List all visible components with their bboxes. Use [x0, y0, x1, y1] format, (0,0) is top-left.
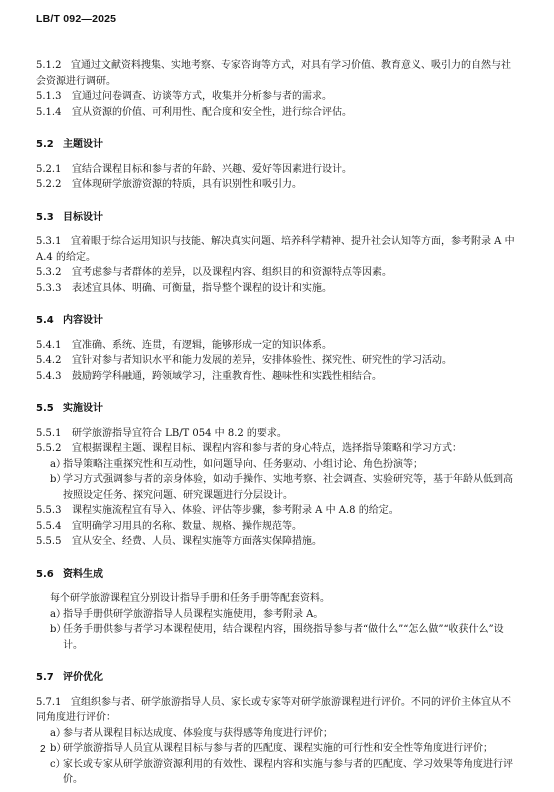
clause-text: 鼓励跨学科融通，跨领域学习，注重教育性、趣味性和实践性相结合。 — [72, 370, 382, 382]
section-title: 目标设计 — [63, 211, 103, 223]
section-5-6-intro: 每个研学旅游课程宜分别设计指导手册和任务手册等配套资料。 — [50, 593, 330, 604]
clause-number: 5.1.3 — [36, 91, 62, 102]
clause-5-4-1 — [36, 338, 518, 354]
clause-number: 5.2.2 — [36, 179, 62, 190]
list-item-b — [36, 622, 518, 653]
clause-number: 5.7.1 — [36, 696, 62, 708]
clause-number: 5.5.5 — [36, 536, 62, 547]
section-title: 评价优化 — [63, 672, 103, 683]
clause-text: 宜从资源的价值、可利用性、配合度和安全性，进行综合评估。 — [72, 106, 352, 118]
list-text: 指导策略注重探究性和互动性，如问题导向、任务驱动、小组讨论、角色扮演等； — [63, 458, 423, 470]
section-title: 主题设计 — [63, 139, 103, 150]
clause-text: 表述宜具体、明确、可衡量，指导整个课程的设计和实施。 — [72, 282, 332, 294]
clause-5-5-1 — [36, 426, 518, 442]
clause-number: 5.5.1 — [36, 427, 62, 439]
clause-5-5-3 — [36, 503, 518, 519]
clause-5-1-4 — [36, 105, 518, 121]
section-heading-5-3 — [36, 210, 518, 226]
clause-number: 5.2.1 — [36, 163, 62, 175]
clause-5-1-2 — [36, 58, 518, 89]
clause-text: 宜从安全、经费、人员、课程实施等方面落实保障措施。 — [72, 536, 322, 547]
list-text: 研学旅游指导人员宜从课程目标与参与者的匹配度、课程实施的可行性和安全性等角度进行评价； — [63, 743, 493, 754]
list-item-b — [36, 741, 518, 757]
list-text: 参与者从课程目标达成度、体验度与获得感等角度进行评价； — [63, 727, 333, 739]
clause-number: 5.4.2 — [36, 355, 62, 366]
clause-number: 5.3.3 — [36, 282, 62, 294]
clause-number: 5.3.2 — [36, 267, 62, 278]
section-number: 5.3 — [36, 211, 54, 223]
section-title: 资料生成 — [63, 568, 103, 580]
clause-text: 宜根据课程主题、课程目标、课程内容和参与者的身心特点，选择指导策略和学习方式： — [72, 443, 462, 454]
list-text: 家长或专家从研学旅游资源利用的有效性、课程内容和实施与参与者的匹配度、学习效果等角度进行评价。 — [63, 758, 513, 785]
section-number: 5.7 — [36, 672, 54, 683]
list-item-b — [36, 472, 518, 503]
clause-5-1-3 — [36, 89, 518, 105]
section-number: 5.5 — [36, 403, 54, 414]
section-heading-5-4 — [36, 313, 518, 329]
list-label: c） — [50, 758, 66, 770]
clause-text: 宜明确学习用具的名称、数量、规格、操作规范等。 — [72, 520, 302, 532]
clause-5-5-5 — [36, 534, 518, 550]
clause-number: 5.5.2 — [36, 443, 62, 454]
clause-5-3-3 — [36, 281, 518, 297]
list-item-a — [36, 607, 518, 623]
clause-5-3-2 — [36, 265, 518, 281]
list-text: 指导手册供研学旅游指导人员课程实施使用，参考附录 A。 — [63, 608, 324, 620]
document-code-header: LB/T 092—2025 — [36, 13, 117, 25]
list-label: b） — [50, 474, 67, 485]
clause-number: 5.1.4 — [36, 106, 62, 118]
clause-number: 5.1.2 — [36, 60, 62, 71]
clause-5-4-2 — [36, 353, 518, 369]
page-number: 2 — [40, 744, 46, 755]
clause-5-2-1 — [36, 162, 518, 178]
clause-5-5-2 — [36, 441, 518, 457]
list-label: a） — [50, 608, 66, 620]
clause-text: 宜考虑参与者群体的差异，以及课程内容、组织目的和资源特点等因素。 — [72, 267, 392, 278]
clause-text: 研学旅游指导宜符合 LB/T 054 中 8.2 的要求。 — [72, 427, 287, 439]
clause-text: 宜着眼于综合运用知识与技能、解决真实问题、培养科学精神、提升社会认知等方面，参考附录 A 中 A.4 的给定。 — [36, 236, 515, 263]
clause-text: 宜通过问卷调查、访谈等方式，收集并分析参与者的需求。 — [72, 91, 332, 102]
list-item-c — [36, 757, 518, 788]
clause-number: 5.5.3 — [36, 505, 62, 516]
clause-text: 宜通过文献资料搜集、实地考察、专家咨询等方式，对具有学习价值、教育意义、吸引力的自然与社会资源进行调研。 — [36, 60, 511, 87]
section-heading-5-6 — [36, 567, 518, 583]
list-text: 任务手册供参与者学习本课程使用，结合课程内容，围绕指导参与者“做什么”“怎么做”“收获什么”设计。 — [63, 624, 504, 651]
clause-5-7-1 — [36, 695, 518, 726]
list-label: a） — [50, 727, 66, 739]
list-item-a — [36, 726, 518, 742]
document-body — [36, 58, 518, 788]
section-number: 5.6 — [36, 568, 54, 580]
section-title: 内容设计 — [63, 315, 103, 326]
clause-text: 课程实施流程宜有导入、体验、评估等步骤，参考附录 A 中 A.8 的给定。 — [72, 505, 399, 516]
list-text: 学习方式强调参与者的亲身体验，如动手操作、实地考察、社会调查、实验研究等，基于年龄从低到高按照设定任务、探究问题、研究课题进行分层设计。 — [63, 474, 513, 501]
clause-text: 宜结合课程目标和参与者的年龄、兴趣、爱好等因素进行设计。 — [72, 163, 352, 175]
clause-5-3-1 — [36, 234, 518, 265]
section-heading-5-5 — [36, 401, 518, 417]
list-label: a） — [50, 458, 66, 470]
section-heading-5-7 — [36, 670, 518, 686]
clause-5-2-2 — [36, 177, 518, 193]
section-number: 5.2 — [36, 139, 54, 150]
clause-number: 5.4.3 — [36, 370, 62, 382]
clause-number: 5.3.1 — [36, 236, 62, 247]
clause-5-5-4 — [36, 519, 518, 535]
clause-text: 宜准确、系统、连贯，有逻辑，能够形成一定的知识体系。 — [72, 339, 332, 351]
clause-5-4-3 — [36, 369, 518, 385]
list-item-a — [36, 457, 518, 473]
section-number: 5.4 — [36, 315, 54, 326]
clause-text: 宜针对参与者知识水平和能力发展的差异，安排体验性、探究性、研究性的学习活动。 — [72, 355, 452, 366]
section-title: 实施设计 — [63, 403, 103, 414]
clause-text: 宜体现研学旅游资源的特质，具有识别性和吸引力。 — [72, 179, 302, 190]
clause-text: 宜组织参与者、研学旅游指导人员、家长或专家等对研学旅游课程进行评价。不同的评价主体宜从不同角度进行评价： — [36, 696, 511, 723]
list-label: b） — [50, 624, 67, 635]
clause-number: 5.5.4 — [36, 520, 62, 532]
clause-number: 5.4.1 — [36, 339, 62, 351]
list-label: b） — [50, 743, 67, 754]
section-heading-5-2 — [36, 137, 518, 153]
